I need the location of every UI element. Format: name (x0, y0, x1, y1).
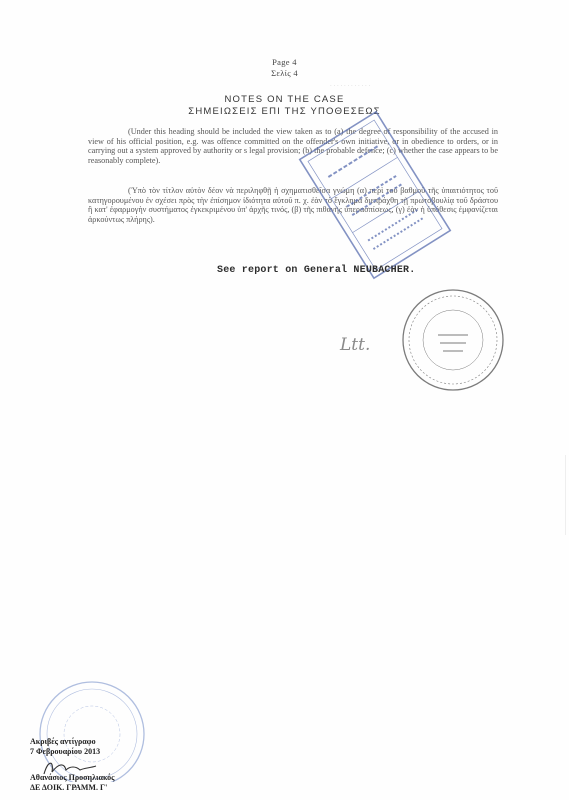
page-number-gr: Σελίς 4 (271, 68, 298, 78)
bleed-through-text: . . . . . . . . . . . . (330, 80, 371, 88)
official-stamp-round-right (398, 285, 508, 395)
certification-line1: Ακριβές αντίγραφο (30, 737, 96, 746)
instructions-gr: (Ὑπὸ τὸν τίτλον αὐτὸν δέον νὰ περιληφθῇ ἡ σχηματισθεῖσα γνώμη (α) περὶ τοῦ βαθμοῦ τῆς ὑπαιτιότητος τοῦ κατηγορουμένου ἐν σχέσει πρὸς τὴν ἐπίσημον ἰδιότητα αὐτοῦ π. χ. ἐὰν τὸ ἔγκλημα διεπράχθη τῇ πρωτοβουλίᾳ τοῦ δράστου ἢ κατ' ἐφαρμογὴν συστήματος ἐγκεκριμένου ὑπ' ἀρχῆς τινός, (β) τῆς πιθανῆς ὑπερασπίσεως, (γ) ἐὰν ἡ ὑπόθεσις ἐμφανίζεται ἀρκούντως πλήρης). (88, 186, 498, 224)
title-en: NOTES ON THE CASE (224, 94, 345, 105)
certification-department: ΔΕ ΔΟΙΚ. ΓΡΑΜΜ. Γ' (30, 783, 108, 792)
initials-text: Ltt. (340, 335, 371, 355)
handwritten-initials (340, 335, 370, 355)
page-edge-shadow (545, 455, 566, 535)
typed-note: See report on General NEUBACHER. (217, 265, 416, 276)
instructions-en: (Under this heading should be included the view taken as to (a) the degree of responsibility of the accused in view of his official position, e.g. was offence committed on the offender's own initiative, or in obedience to orders, or in carrying out a system approved by authority or s legal provision; (b) the probable defence; (c) whether the case appears to be reasonably complete). (88, 127, 498, 165)
certification-date: 7 Φεβρουαρίου 2013 (30, 747, 101, 756)
page-number-en: Page 4 (272, 57, 297, 67)
official-stamp-rectangular (280, 100, 470, 290)
certification-official-name: Αθανάσιος Προσηλιακός (30, 773, 115, 782)
title-gr: ΣΗΜΕΙΩΣΕΙΣ ΕΠΙ ΤΗΣ ΥΠΟΘΕΣΕΩΣ (188, 106, 381, 117)
